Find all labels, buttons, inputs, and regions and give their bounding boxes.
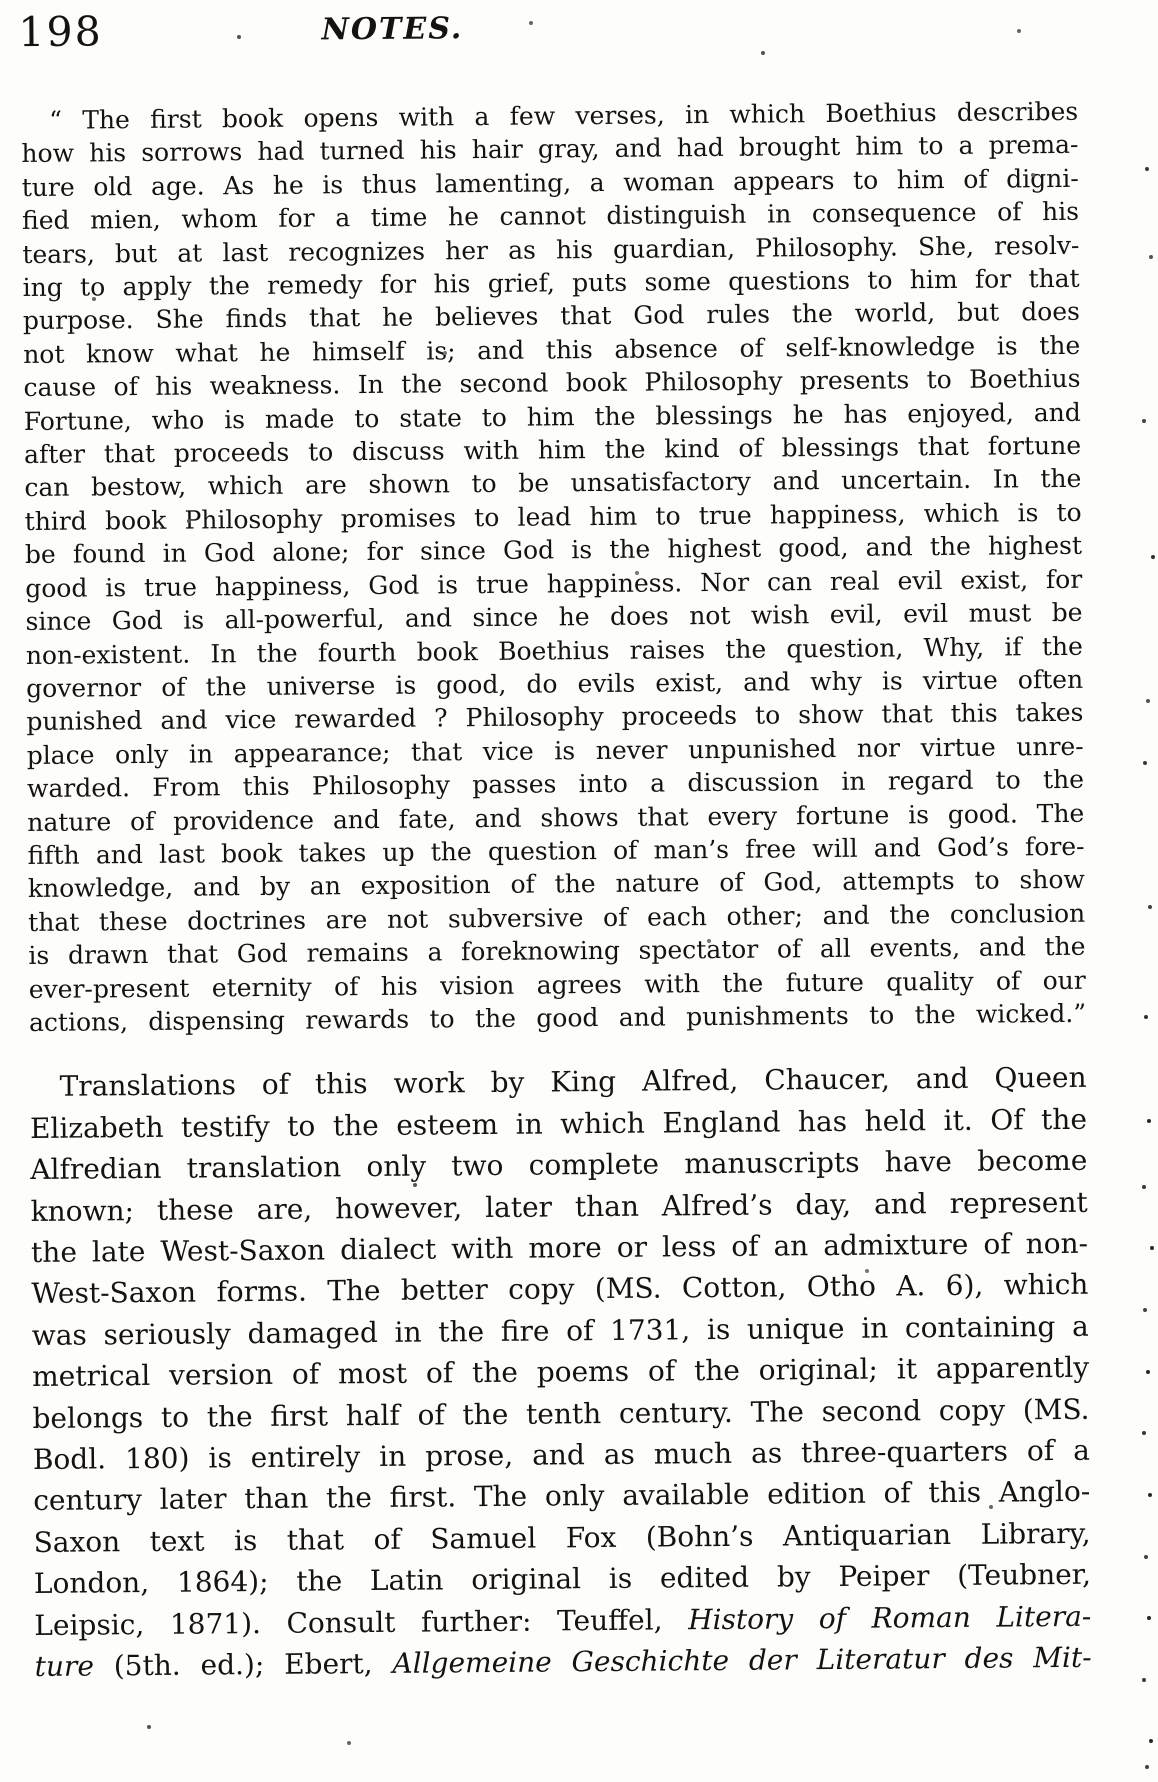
text-line: ing to apply the remedy for his grief, puts some questions to him for that (22, 263, 1080, 303)
text-line: that these doctrines are not subversive of each other; and the conclusion (28, 898, 1086, 937)
running-title: NOTES. (321, 11, 464, 48)
page-number: 198 (18, 7, 103, 57)
text-line: since God is all-powerful, and since he does not wish evil, evil must be (25, 597, 1083, 637)
text-line: Bodl. 180) is entirely in prose, and as much as three-quarters of a (32, 1433, 1090, 1477)
text-line: non-existent. In the fourth book Boethius raises the question, Why, if the (25, 631, 1083, 670)
text-line: West-Saxon forms. The better copy (MS. Cotton, Otho A. 6), which (31, 1268, 1089, 1311)
text-line: punished and vice rewarded ? Philosophy proceeds to show that this takes (26, 698, 1084, 737)
text-line: “ The first book opens with a few verses, in which Boethius describes (49, 96, 1079, 135)
text-line: can bestow, which are shown to be unsatisfactory and uncertain. In the (24, 464, 1082, 503)
body-text (20, 0, 1092, 1687)
text-line: be found in God alone; for since God is the highest good, and the highest (24, 531, 1083, 570)
text-line: Translations of this work by King Alfred, Chaucer, and Queen (59, 1061, 1087, 1104)
text-line: Elizabeth testify to the esteem in which England has held it. Of the (29, 1102, 1088, 1145)
text-line: was seriously damaged in the fire of 1731, is unique in containing a (31, 1309, 1089, 1352)
text-line: cause of his weakness. In the second book Philosophy presents to Boethius (23, 364, 1081, 403)
text-line: known; these are, however, later than Alfred’s day, and represent (30, 1185, 1088, 1228)
text-line: century later than the first. The only available edition of this Anglo- (33, 1475, 1091, 1518)
text-line: London, 1864); the Latin original is edited by Peiper (Teubner, (33, 1558, 1092, 1601)
text-line: Leipsic, 1871). Consult further: Teuffel, History of Roman Litera- (34, 1599, 1092, 1642)
text-line: not know what he himself is; and this absence of self-knowledge is the (23, 330, 1081, 369)
text-line: is drawn that God remains a foreknowing spectator of all events, and the (28, 931, 1086, 971)
text-line: warded. From this Philosophy passes into a discussion in regard to the (26, 764, 1085, 804)
text-line: Alfredian translation only two complete manuscripts have become (30, 1143, 1088, 1187)
text-line: ture old age. As he is thus lamenting, a woman appears to him of digni- (21, 163, 1079, 202)
text-line: after that proceeds to discuss with him the kind of blessings that fortune (23, 430, 1082, 470)
text-line: nature of providence and fate, and shows that every fortune is good. The (27, 798, 1085, 837)
text-line: the late West-Saxon dialect with more or less of an admixture of non- (30, 1226, 1089, 1270)
text-line: good is true happiness, God is true happiness. Nor can real evil exist, for (25, 564, 1083, 603)
text-line: how his sorrows had turned his hair gray, and had brought him to a prema- (21, 130, 1079, 169)
text-line: belongs to the first half of the tenth century. The second copy (MS. (32, 1392, 1090, 1435)
text-line: Fortune, who is made to state to him the blessings he has enjoyed, and (23, 397, 1081, 436)
paragraph-translations-and-editions (29, 1057, 1091, 1687)
text-line: tears, but at last recognizes her as his guardian, Philosophy. She, resolv- (22, 230, 1080, 269)
text-line: governor of the universe is good, do evils exist, and why is virtue often (26, 664, 1084, 703)
paragraph-boethius-book-summary-quote (21, 95, 1086, 1040)
text-line: actions, dispensing rewards to the good and punishments to the wicked.” (28, 998, 1087, 1037)
text-line: purpose. She finds that he believes that God rules the world, but does (22, 297, 1081, 336)
text-line: metrical version of most of the poems of the original; it apparently (32, 1350, 1090, 1394)
text-line: fifth and last book takes up the question of man’s free will and God’s fore- (27, 831, 1085, 870)
scan-noise-specks (0, 0, 2, 2)
text-line: Saxon text is that of Samuel Fox (Bohn’s Antiquarian Library, (33, 1516, 1091, 1559)
text-line: knowledge, and by an exposition of the nature of God, attempts to show (27, 865, 1085, 904)
text-line: ture (5th. ed.); Ebert, Allgemeine Geschichte der Literatur des Mit- (34, 1640, 1092, 1684)
text-line: ever-present eternity of his vision agrees with the future quality of our (28, 965, 1086, 1004)
text-line: place only in appearance; that vice is never unpunished nor virtue unre- (26, 731, 1084, 770)
text-line: fied mien, whom for a time he cannot distinguish in consequence of his (21, 197, 1080, 236)
text-line: third book Philosophy promises to lead him to true happiness, which is to (24, 497, 1082, 536)
